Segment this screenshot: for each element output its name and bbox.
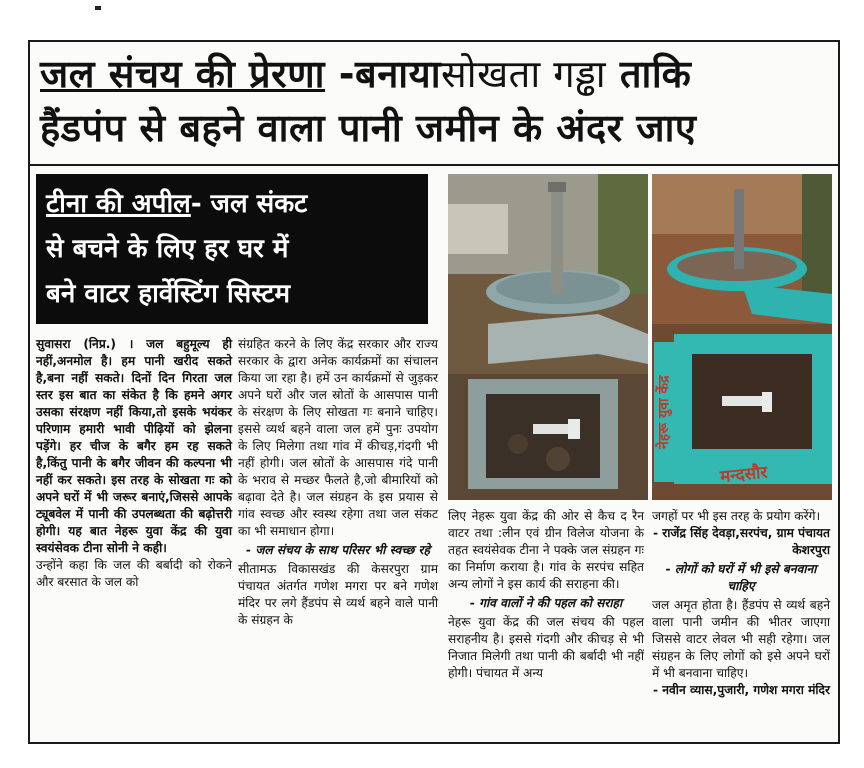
headline-rule — [30, 164, 838, 166]
appeal-underlined: टीना की अपील — [46, 189, 191, 219]
col4-body: जगहों पर भी इस तरह के प्रयोग करेंगे। — [652, 509, 821, 523]
appeal-rest: - जल संकट — [190, 189, 308, 219]
photo-side-text: नेहरू युवा केंद्र — [654, 342, 674, 482]
article-column-3 — [448, 508, 644, 682]
col2-body: संग्रहित करने के लिए केंद्र सरकार और राज्य सरकार के द्वारा अनेक कार्यक्रमों का संचालन किया जा रहा है। हमें उन कार्यक्रमों से जुड़कर अपने घरों और जल स्रोतों के आसपास पानी के संरक्षण के लिए सोखता गः बनाने चाहिए। इससे व्यर्थ बहने वाला जल हमें पुनः उपयोग के लिए मिलेगा तथा गांव में कीचड़,गंदगी भी नहीं होगी। जल स्रोतों के आसपास गंदे पानी के भराव से मच्छर फैलते है,जो बीमारियों को बढ़ावा देते है। जल संग्रहन के इस प्रयास से गांव स्वच्छ और स्वस्थ रहेगा तथा जल संकट का भी समाधान होगा। — [238, 337, 438, 538]
col2-subheading: - जल संचय के साथ परिसर भी स्वच्छ रहे — [246, 543, 430, 557]
news-clipping — [28, 40, 840, 744]
headline-line-2: हैंडपंप से बहने वाला पानी जमीन के अंदर जाए — [40, 106, 697, 150]
col3-subheading: - गांव वालों ने की पहल को सराहा — [469, 596, 623, 610]
article-column-1 — [36, 336, 232, 591]
headline — [30, 42, 838, 162]
article-column-4 — [652, 508, 830, 699]
col4-subheading: - लोगों को घरों में भी इसे बनवाना चाहिए — [665, 562, 817, 593]
appeal-line-1 — [46, 182, 307, 226]
col3-end: नेहरू युवा केंद्र की जल संचय की पहल सराहनीय है। इससे गंदगी और कीचड़ से भी निजात मिलेगी तथा पानी की बर्बादी भी नहीं होगी। पंचायत में अन्य — [448, 615, 644, 680]
col4-quote: जल अमृत होता है। हैंडपंप से व्यर्थ बहने वाला पानी जमीन की भीतर जाएगा जिससे वाटर लेवल भी सही रहेगा। जल संग्रहन के लिए लोगों को इसे अपने घरों में भी बनवाना चाहिए। — [652, 598, 830, 680]
headline-underlined: जल संचय की प्रेरणा — [40, 52, 326, 96]
col1-end: उन्होंने कहा कि जल की बर्बादी को रोकने और बरसात के जल को — [36, 558, 232, 589]
headline-dash: -बनाया — [338, 52, 442, 96]
photo-front-text: मन्दसौर — [719, 462, 769, 488]
top-mark — [95, 6, 101, 10]
handpump-photo-2 — [652, 174, 832, 500]
handpump-photo-1-image — [448, 174, 648, 500]
headline-light: सोखता गड्ढा — [441, 52, 607, 96]
headline-end: ताकि — [619, 52, 692, 96]
headline-line-1 — [40, 48, 691, 100]
appeal-line-2: से बचने के लिए हर घर में — [46, 234, 289, 264]
appeal-box — [36, 174, 428, 324]
col2-end: सीतामऊ विकासखंड की केसरपुरा ग्राम पंचायत अंतर्गत गणेश मगरा पर बने गणेश मंदिर पर लगे हैंडपंप से व्यर्थ बहने वाले पानी के संग्रहन के — [238, 562, 438, 627]
handpump-photo-2-image — [652, 174, 832, 500]
article-column-2 — [238, 336, 438, 629]
col1-body: सुवासरा (निप्र.) । जल बहुमूल्य ही नहीं,अनमोल है। हम पानी खरीद सकते है,बना नहीं सकते। दिनों दिन गिरता जल स्तर इस बात का संकेत है कि हमने अगर उसका संरक्षण नहीं किया,तो इसके भयंकर परिणाम हमारी भावी पीढ़ियों को झेलना पड़ेंगे। हर चीज के बगैर हम रह सकते है,किंतु पानी के बगैर जीवन की कल्पना भी नहीं कर सकते। इस तरह के सोखता गः को अपने घरों में भी जरूर बनाएं,जिससे आपके ट्यूबवेल में पानी की उपलब्धता की बढ़ोत्तरी होगी। यह बात नेहरू युवा केंद्र की युवा स्वयंसेवक टीना सोनी ने कही। — [36, 337, 232, 555]
col4-credit-2: - नवीन व्यास,पुजारी, गणेश मगरा मंदिर — [652, 683, 830, 697]
col4-credit-1: - राजेंद्र सिंह देवड़ा,सरपंच, ग्राम पंचायत केशरपुरा — [652, 526, 830, 557]
appeal-line-3: बने वाटर हार्वेस्टिंग सिस्टम — [46, 279, 291, 309]
col3-body: लिए नेहरू युवा केंद्र की ओर से कैच द रैन वाटर तथा :लीन एवं ग्रीन विलेज योजना के तहत स्वयंसेवक टीना ने पक्के जल संग्रहन गः का निर्माण कराया है। गांव के सरपंच सहित अन्य लोगों ने इस कार्य की सराहना की। — [448, 509, 644, 591]
handpump-photo-1 — [448, 174, 648, 500]
